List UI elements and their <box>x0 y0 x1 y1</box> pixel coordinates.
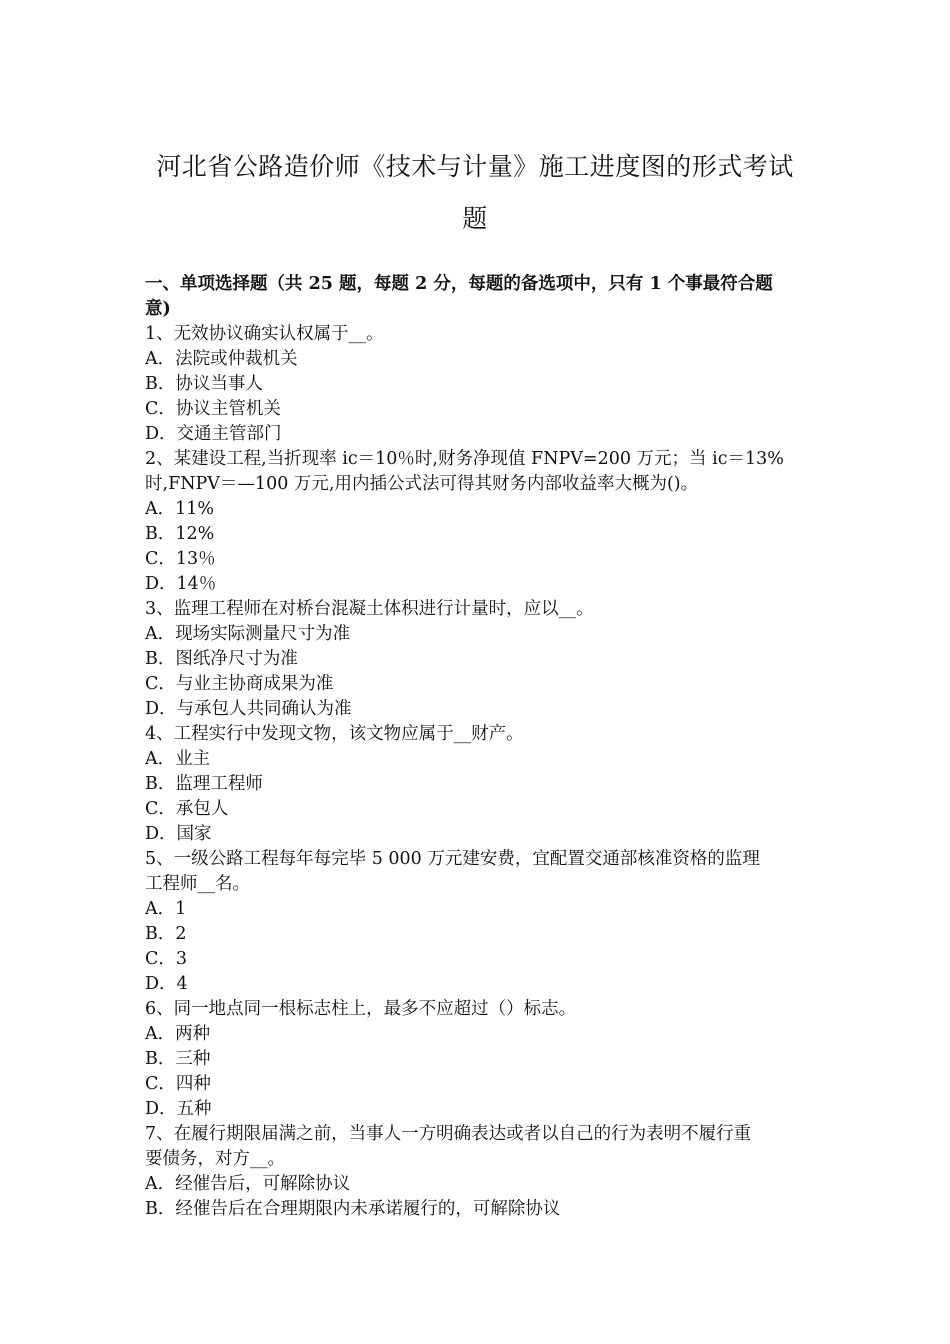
answer-option: A．法院或仲裁机关 <box>145 349 298 369</box>
question-stem: 要债务，对方__。 <box>145 1149 285 1169</box>
answer-option: B．2 <box>145 924 187 944</box>
section-heading <box>145 272 810 322</box>
question-stem: 4、工程实行中发现文物，该文物应属于__财产。 <box>145 724 524 744</box>
question-stem: 6、同一地点同一根标志柱上，最多不应超过（）标志。 <box>145 999 577 1019</box>
answer-option: C．与业主协商成果为准 <box>145 674 334 694</box>
question-stem: 3、监理工程师在对桥台混凝土体积进行计量时，应以__。 <box>145 599 594 619</box>
answer-option: B．三种 <box>145 1049 211 1069</box>
answer-option: A．业主 <box>145 749 211 769</box>
answer-option: B．经催告后在合理期限内未承诺履行的，可解除协议 <box>145 1199 561 1219</box>
answer-option: D．五种 <box>145 1099 212 1119</box>
answer-option: A．现场实际测量尺寸为准 <box>145 624 351 644</box>
answer-option: A．1 <box>145 899 187 919</box>
answer-option: A．经催告后，可解除协议 <box>145 1174 351 1194</box>
question-stem: 工程师__名。 <box>145 874 250 894</box>
answer-option: D．4 <box>145 974 188 994</box>
question-block <box>145 847 810 997</box>
question-block <box>145 447 810 597</box>
answer-option: D．交通主管部门 <box>145 424 282 444</box>
answer-option: A．11% <box>145 499 215 519</box>
question-stem: 2、某建设工程,当折现率 ic＝10％时,财务净现值 FNPV=200 万元；当 ic＝13% <box>145 449 784 469</box>
section-heading-line-2: 意) <box>145 299 171 319</box>
answer-option: C．协议主管机关 <box>145 399 281 419</box>
question-stem: 1、无效协议确实认权属于__。 <box>145 324 384 344</box>
question-list <box>145 322 810 1222</box>
title-line-1: 河北省公路造价师《技术与计量》施工进度图的形式考试 <box>156 152 794 181</box>
question-stem: 7、在履行期限届满之前，当事人一方明确表达或者以自己的行为表明不履行重 <box>145 1124 752 1144</box>
answer-option: C．3 <box>145 949 188 969</box>
answer-option: D．14％ <box>145 574 217 594</box>
answer-option: B．12% <box>145 524 215 544</box>
answer-option: C．四种 <box>145 1074 211 1094</box>
question-block <box>145 597 810 722</box>
question-block <box>145 997 810 1122</box>
title-line-2: 题 <box>462 204 488 233</box>
document-title <box>145 141 805 245</box>
question-stem: 时,FNPV＝—100 万元,用内插公式法可得其财务内部收益率大概为()。 <box>145 474 699 494</box>
question-stem: 5、一级公路工程每年每完毕 5 000 万元建安费，宜配置交通部核准资格的监理 <box>145 849 760 869</box>
question-block <box>145 322 810 447</box>
question-block <box>145 1122 810 1222</box>
answer-option: C．承包人 <box>145 799 229 819</box>
question-block <box>145 722 810 847</box>
answer-option: B．监理工程师 <box>145 774 263 794</box>
answer-option: A．两种 <box>145 1024 211 1044</box>
answer-option: B．协议当事人 <box>145 374 263 394</box>
answer-option: D．与承包人共同确认为准 <box>145 699 352 719</box>
answer-option: B．图纸净尺寸为准 <box>145 649 298 669</box>
section-heading-line-1: 一、单项选择题（共 25 题，每题 2 分，每题的备选项中，只有 1 个事最符合题 <box>145 274 773 294</box>
answer-option: C．13％ <box>145 549 216 569</box>
answer-option: D．国家 <box>145 824 212 844</box>
